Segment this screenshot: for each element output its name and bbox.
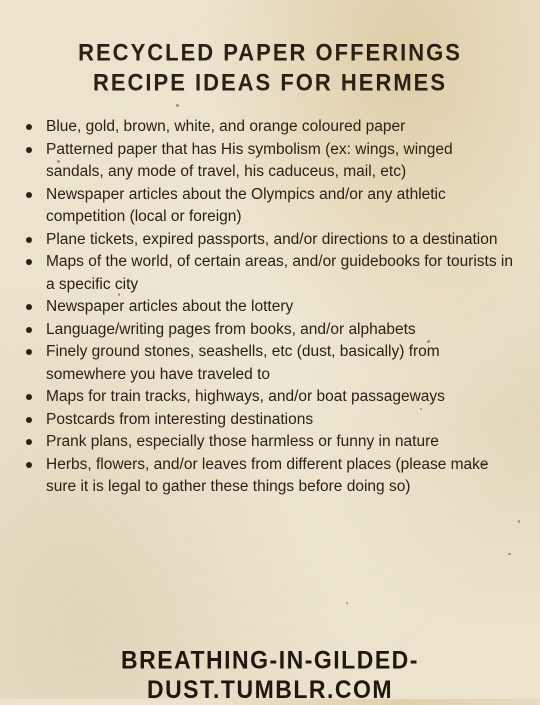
bullet-icon <box>26 327 32 333</box>
bullet-icon <box>26 462 32 468</box>
bullet-icon <box>26 394 32 400</box>
paper-speck <box>176 104 179 107</box>
title-line-1: RECYCLED PAPER OFFERINGS <box>78 38 462 66</box>
title-line-2: RECIPE IDEAS FOR HERMES <box>92 68 448 96</box>
list-item <box>46 431 514 454</box>
bullet-icon <box>26 259 32 265</box>
bullet-icon <box>26 349 32 355</box>
list-item <box>46 116 514 139</box>
list-item-text: Maps of the world, of certain areas, and/or guidebooks for tourists in a specific city <box>46 253 513 293</box>
offering-list <box>22 116 514 499</box>
list-item-text: Herbs, flowers, and/or leaves from different places (please make sure it is legal to gather these things before doing so) <box>46 455 489 495</box>
list-item <box>46 139 514 184</box>
bullet-icon <box>26 439 32 445</box>
list-item-text: Newspaper articles about the Olympics and/or any athletic competition (local or foreign) <box>46 185 446 225</box>
bullet-icon <box>26 237 32 243</box>
list-item <box>46 454 514 499</box>
list-item <box>46 296 514 319</box>
list-item-text: Prank plans, especially those harmless or funny in nature <box>46 433 439 450</box>
list-item-text: Patterned paper that has His symbolism (ex: wings, winged sandals, any mode of travel, his caduceus, mail, etc) <box>46 140 453 180</box>
paper-speck <box>518 520 520 523</box>
list-item <box>46 229 514 252</box>
list-item-text: Plane tickets, expired passports, and/or directions to a destination <box>46 230 498 248</box>
list-item-text: Language/writing pages from books, and/or alphabets <box>46 320 416 338</box>
list-item <box>46 386 514 409</box>
footer-url: BREATHING-IN-GILDED-DUST.TUMBLR.COM <box>121 645 419 704</box>
list-item-text: Newspaper articles about the lottery <box>46 298 294 315</box>
list-item-text: Blue, gold, brown, white, and orange coloured paper <box>46 118 406 135</box>
list-item-text: Maps for train tracks, highways, and/or boat passageways <box>46 388 445 405</box>
list-item <box>46 341 514 386</box>
bullet-icon <box>26 147 32 153</box>
bullet-icon <box>26 417 32 423</box>
list-item-text: Postcards from interesting destinations <box>46 410 314 428</box>
list-item <box>46 251 514 296</box>
list-item <box>46 184 514 229</box>
bullet-icon <box>26 124 32 130</box>
bullet-icon <box>26 192 32 198</box>
list-item <box>46 319 514 342</box>
bullet-icon <box>26 304 32 310</box>
list-item <box>46 409 514 432</box>
list-item-text: Finely ground stones, seashells, etc (dust, basically) from somewhere you have traveled to <box>46 343 440 383</box>
paper-speck <box>346 602 348 604</box>
paper-speck <box>508 553 511 555</box>
